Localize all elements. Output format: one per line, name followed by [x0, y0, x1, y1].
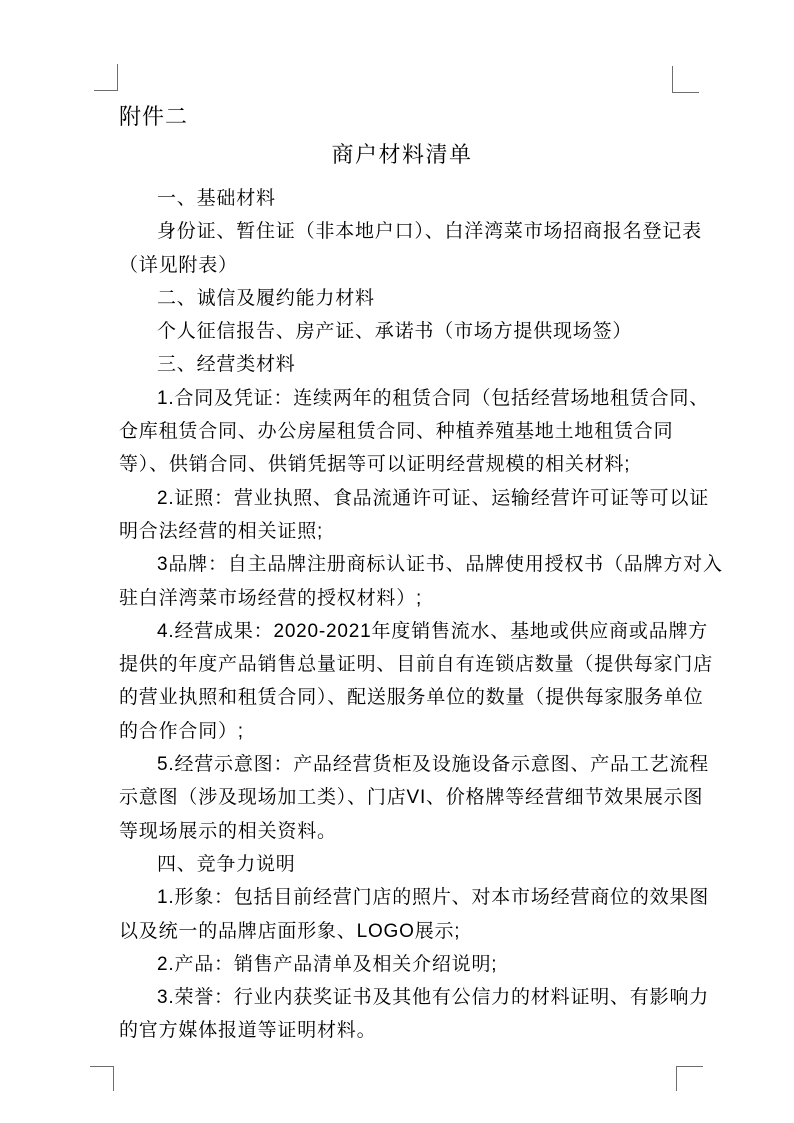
text-line: 以及统一的品牌店面形象、LOGO展示;: [119, 920, 461, 942]
text-line: 一、基础材料: [157, 188, 276, 209]
margin-crop-mark-bottom-left: [90, 1066, 114, 1091]
text-line: 驻白洋湾菜市场经营的授权材料）;: [119, 587, 423, 609]
text-line: 的营业执照和租赁合同）、配送服务单位的数量（提供每家服务单位: [119, 687, 704, 709]
document-body: [119, 182, 723, 1048]
text-line: 示意图（涉及现场加工类）、门店VI、价格牌等经营细节效果展示图: [119, 787, 704, 809]
text-line: 1.形象：包括目前经营门店的照片、对本市场经营商位的效果图: [157, 887, 710, 909]
text-line: 3.荣誉：行业内获奖证书及其他有公信力的材料证明、有影响力: [157, 987, 710, 1009]
text-line: 三、经营类材料: [157, 354, 296, 376]
text-line: 个人征信报告、房产证、承诺书（市场方提供现场签）: [157, 321, 633, 343]
text-line: 仓库租赁合同、办公房屋租赁合同、种植养殖基地土地租赁合同: [119, 421, 674, 443]
text-line: 5.经营示意图：产品经营货柜及设施设备示意图、产品工艺流程: [157, 754, 710, 776]
text-line: 等现场展示的相关资料。: [119, 820, 337, 842]
text-line: 四、竞争力说明: [157, 853, 296, 875]
text-line: 提供的年度产品销售总量证明、目前自有连锁店数量（提供每家门店: [119, 654, 714, 676]
text-line: 等）、供销合同、供销凭据等可以证明经营规模的相关材料;: [119, 454, 631, 476]
text-line: （详见附表）: [119, 254, 238, 276]
text-line: 的官方媒体报道等证明材料。: [119, 1020, 377, 1042]
margin-crop-mark-top-right: [672, 66, 699, 93]
text-line: 4.经营成果：2020-2021年度销售流水、基地或供应商或品牌方: [157, 620, 709, 642]
margin-crop-mark-bottom-right: [676, 1066, 703, 1091]
margin-crop-mark-top-left: [94, 64, 118, 91]
text-line: 2.产品：销售产品清单及相关介绍说明;: [157, 953, 498, 975]
text-line: 的合作合同）;: [119, 720, 244, 742]
attachment-label: 附件二: [119, 104, 189, 129]
text-line: 1.合同及凭证：连续两年的租赁合同（包括经营场地租赁合同、: [157, 387, 710, 409]
text-line: 明合法经营的相关证照;: [119, 520, 324, 542]
text-line: 身份证、暂住证（非本地户口）、白洋湾菜市场招商报名登记表: [157, 221, 702, 243]
text-line: 2.证照：营业执照、食品流通许可证、运输经营许可证等可以证: [157, 487, 710, 509]
document-title: 商户材料清单: [331, 142, 473, 167]
text-line: 3品牌：自主品牌注册商标认证书、品牌使用授权书（品牌方对入: [157, 554, 723, 576]
text-line: 二、诚信及履约能力材料: [157, 287, 375, 309]
